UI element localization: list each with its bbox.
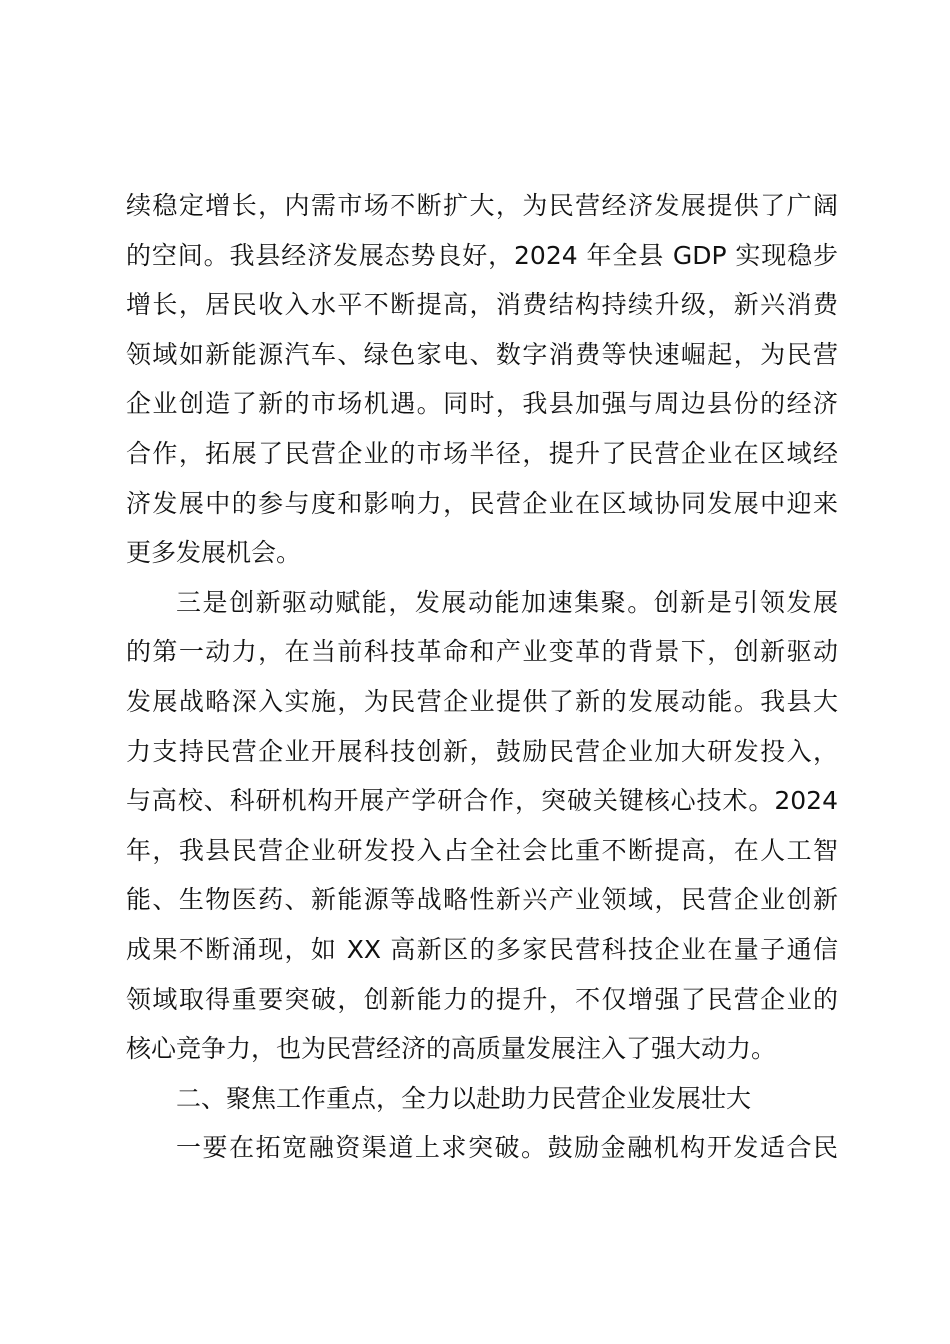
paragraph-financing: [126, 1123, 838, 1173]
text-line: 成果不断涌现，如 XX 高新区的多家民营科技企业在量子通信: [126, 934, 838, 964]
text-line: 力支持民营企业开展科技创新，鼓励民营企业加大研发投入，: [126, 736, 838, 766]
text-line: 企业创造了新的市场机遇。同时，我县加强与周边县份的经济: [126, 389, 838, 419]
section-heading: [126, 1074, 838, 1124]
text-line: 能、生物医药、新能源等战略性新兴产业领域，民营企业创新: [126, 885, 838, 915]
text-line: 核心竞争力，也为民营经济的高质量发展注入了强大动力。: [126, 1034, 777, 1064]
text-line: 续稳定增长，内需市场不断扩大，为民营经济发展提供了广阔: [126, 191, 838, 220]
text-line: 更多发展机会。: [126, 538, 302, 568]
text-line: 的空间。我县经济发展态势良好，2024 年全县 GDP 实现稳步: [126, 240, 838, 270]
paragraph-market-demand: [126, 181, 838, 578]
text-line: 的第一动力，在当前科技革命和产业变革的背景下，创新驱动: [126, 637, 838, 667]
text-line: 领域取得重要突破，创新能力的提升，不仅增强了民营企业的: [126, 984, 838, 1014]
paragraph-innovation: [126, 578, 838, 1074]
text-line: 增长，居民收入水平不断提高，消费结构持续升级，新兴消费: [126, 290, 838, 320]
heading-line: 二、聚焦工作重点，全力以赴助力民营企业发展壮大: [176, 1083, 752, 1113]
text-line: 领域如新能源汽车、绿色家电、数字消费等快速崛起，为民营: [126, 339, 838, 369]
text-line: 年，我县民营企业研发投入占全社会比重不断提高，在人工智: [126, 835, 838, 865]
text-line: 合作，拓展了民营企业的市场半径，提升了民营企业在区域经: [126, 438, 838, 468]
text-line: 济发展中的参与度和影响力，民营企业在区域协同发展中迎来: [126, 488, 838, 518]
text-line: 一要在拓宽融资渠道上求突破。鼓励金融机构开发适合民: [176, 1133, 838, 1163]
text-line: 发展战略深入实施，为民营企业提供了新的发展动能。我县大: [126, 686, 838, 716]
text-line: 三是创新驱动赋能，发展动能加速集聚。创新是引领发展: [176, 587, 838, 617]
document-body: [126, 181, 838, 1173]
text-line: 与高校、科研机构开展产学研合作，突破关键核心技术。2024: [126, 786, 838, 816]
